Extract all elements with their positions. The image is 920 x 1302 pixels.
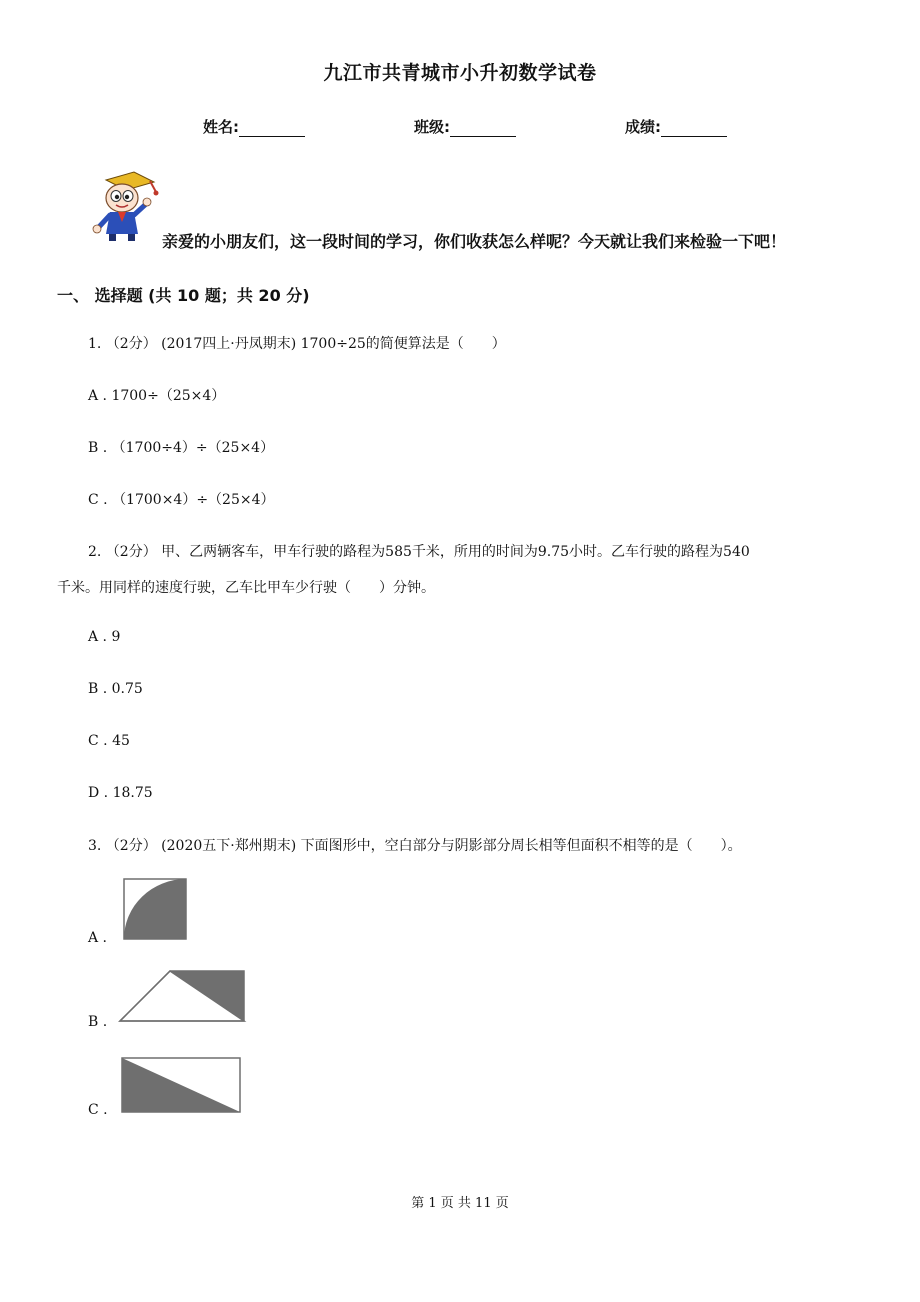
score-label: 成绩: (625, 118, 661, 136)
name-field[interactable] (203, 116, 305, 137)
question-2-option-d[interactable]: D . 18.75 (88, 785, 153, 801)
name-blank[interactable] (239, 120, 305, 137)
question-2-stem-line2: 千米。用同样的速度行驶，乙车比甲车少行驶（ ）分钟。 (57, 580, 435, 596)
section-heading: 一、 选择题 (共 10 题；共 20 分) (57, 286, 310, 305)
question-2-stem-line1: 2. （2分） 甲、乙两辆客车，甲车行驶的路程为585千米，所用的时间为9.75小时。乙车行驶的路程为540 (88, 544, 750, 560)
score-blank[interactable] (661, 120, 727, 137)
question-3-option-c[interactable]: C . (88, 1102, 108, 1118)
greeting-text: 亲爱的小朋友们，这一段时间的学习，你们收获怎么样呢？今天就让我们来检验一下吧！ (162, 232, 787, 251)
name-label: 姓名: (203, 118, 239, 136)
trapezoid-figure-icon (118, 968, 248, 1024)
question-3-option-b[interactable]: B . (88, 1014, 108, 1030)
question-1-option-c[interactable]: C . （1700×4）÷（25×4） (88, 492, 275, 508)
class-blank[interactable] (450, 120, 516, 137)
class-label: 班级: (414, 118, 450, 136)
question-2-option-b[interactable]: B . 0.75 (88, 681, 143, 697)
rectangle-diagonal-figure-icon (120, 1056, 242, 1114)
question-1-option-a[interactable]: A . 1700÷（25×4） (88, 388, 226, 404)
page-title: 九江市共青城市小升初数学试卷 (323, 62, 597, 84)
question-3-option-a[interactable]: A . (88, 930, 108, 946)
question-1-stem: 1. （2分） (2017四上·丹凤期末) 1700÷25的简便算法是（ ） (88, 336, 506, 352)
question-1-option-b[interactable]: B . （1700÷4）÷（25×4） (88, 440, 275, 456)
mascot-icon (92, 168, 164, 244)
quarter-circle-figure-icon (122, 877, 188, 941)
class-field[interactable] (414, 116, 516, 137)
question-2-option-a[interactable]: A . 9 (88, 629, 121, 645)
question-2-option-c[interactable]: C . 45 (88, 733, 130, 749)
question-3-stem: 3. （2分） (2020五下·郑州期末) 下面图形中，空白部分与阴影部分周长相等但面积不相等的是（ ）。 (88, 838, 742, 854)
score-field[interactable] (625, 116, 727, 137)
page-footer: 第 1 页 共 11 页 (411, 1196, 509, 1211)
